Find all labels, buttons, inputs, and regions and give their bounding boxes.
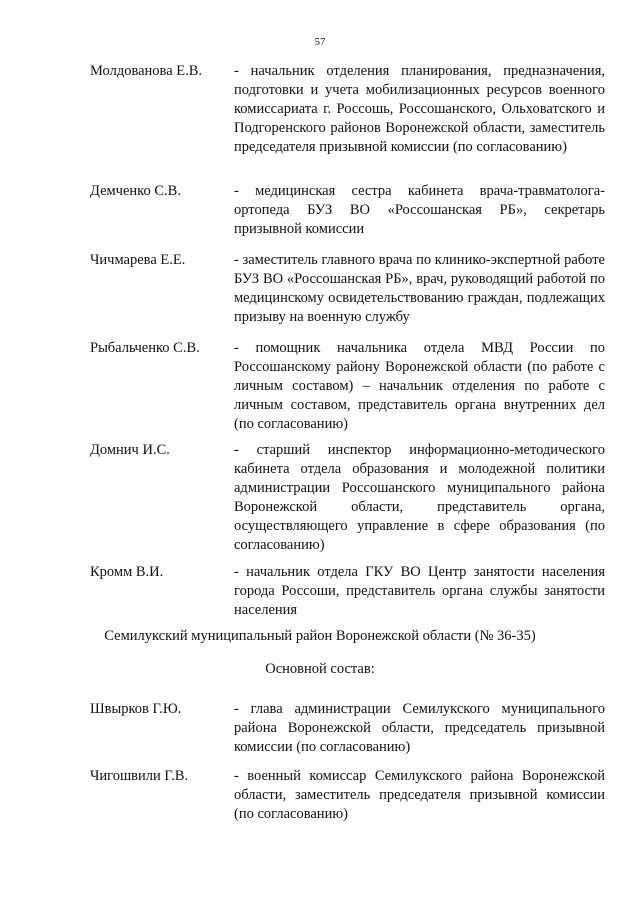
member-description: - начальник отделения планирования, предназначения, подготовки и учета мобилизационных ресурсов военного комиссариата г. Россошь, Россошанского, Ольховатского и Подгоренского районов Воронежской области, заместитель председателя призывной комиссии (по согласованию) [234, 63, 605, 155]
member-description: - помощник начальника отдела МВД России по Россошанскому району Воронежской области (по работе с личным составом) – начальник отделения по работе с личным составом, представитель органа внутренних дел (по согласованию) [234, 340, 605, 432]
member-name: Чигошвили Г.В. [90, 768, 189, 784]
member-description: - медицинская сестра кабинета врача-травматолога-ортопеда БУЗ ВО «Россошанская РБ», секретарь призывной комиссии [234, 183, 605, 237]
page-number: 57 [314, 36, 326, 48]
member-name: Швырков Г.Ю. [90, 701, 182, 717]
district-heading: Семилукский муниципальный район Воронежской области (№ 36-35) [104, 628, 536, 644]
composition-heading: Основной состав: [265, 661, 375, 677]
member-name: Кромм В.И. [90, 564, 164, 580]
member-name: Демченко С.В. [90, 183, 181, 199]
member-description: - старший инспектор информационно-методического кабинета отдела образования и молодежной политики администрации Россошанского муниципального района Воронежской области, представитель органа, осуществляющего управление в сфере образования (по согласованию) [234, 442, 605, 553]
member-description: - военный комиссар Семилукского района Воронежской области, заместитель председателя призывной комиссии (по согласованию) [234, 768, 605, 822]
member-name: Молдованова Е.В. [90, 63, 203, 79]
member-name: Чичмарева Е.Е. [90, 252, 186, 268]
member-name: Домнич И.С. [90, 442, 170, 458]
member-name: Рыбальченко С.В. [90, 340, 200, 356]
member-description: - заместитель главного врача по клинико-экспертной работе БУЗ ВО «Россошанская РБ», врач, руководящий работой по медицинскому освидетельствованию граждан, подлежащих призыву на военную службу [234, 252, 605, 325]
member-description: - глава администрации Семилукского муниципального района Воронежской области, председатель призывной комиссии (по согласованию) [234, 701, 605, 755]
member-description: - начальник отдела ГКУ ВО Центр занятости населения города Россоши, представитель органа службы занятости населения [234, 564, 605, 618]
